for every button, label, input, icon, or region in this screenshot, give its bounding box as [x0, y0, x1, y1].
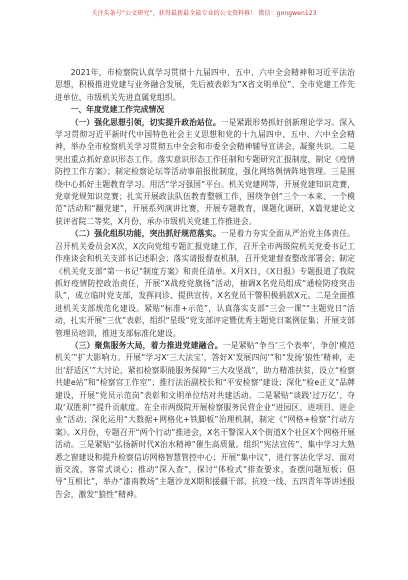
document-body: [55, 67, 355, 501]
paragraph-2: [55, 228, 355, 340]
intro-paragraph: 2021年，市检察院认真学习贯彻十九届四中、五中、六中全会精神和习近平法治思想，积极推进党建与业务融合发展，先后被表彰为“X省文明单位”、全市党建工作先进单位、市级机关先进直属党组织。: [55, 68, 355, 102]
paragraph-1-body: 一是紧跟形势抓好创新理论学习。深入学习贯彻习近平新时代中国特色社会主义思想和党的十九届四中、五中、六中全会精神，举办全市检察机关学习贯彻五中全会和市委全会精神辅导宣讲会，凝聚共识。二是突出重点抓好意识形态工作。落实意识形态工作任制和专题研究汇报制度，制定《疫情防控工作方案》；制定检察论坛等活动事前报批制度，强化网络舆情阵地管理。三是围绕中心抓好主题教育学习。用活“学习强国”平台。机关党建网等，开展党建知识竞赛，党章党规知识竞赛；扎实开展政法队伍教育整顿工作，围绕争创“三个一本来、一个模范”活动和“翻党建”，开展系列演讲比赛，开展专题教育，课题化调研，X篇党建论文获评省院二等奖，X月份，承办市级机关党建工作推进会。: [55, 117, 355, 226]
paragraph-2-lead: （二）强化组织功能，突出抓好规范落实。: [70, 229, 221, 239]
paragraph-3-body: 一是紧贴“争当‘三个表率’，争创‘模范机关’”扩大影响力。开展“学习X‘三大法宝’，答好X‘发展四问’”和“发扬‘狼性’精神，走出‘舒适区’”大讨论，紧扣检察职能服务保障“三大攻坚战”，助力精准扶贫，设立“检察共建e站”和“检察官工作室”；推行法治副校长和“平安检察”建设；深化“检e正义”品牌建设，开展“党员示范岗”表彰和文明单位结对共建活动。二是紧贴“谈践‘过万亿’、夺取‘双胜利’”提升贡献度。在全市两级院开展检察服务民营企业“进园区、进项目、进企业”活动；深化运用“大数据+网格化+铁脚板”治理机制，制定《“网格+检察”行动方案》。X月份，专题召开“两个行动”推进会，X名干警深入X个街道X个社区X个网格开展活动。三是紧贴“弘扬新时代X治水精神”催生高质量。组织“宪法宣传”、集中学习大熟悉之窗建设和提升检察信访网格智慧管控中心；开展“集中议”，进行客法化学习、面对面交流，客常式谈心；推动“深入查”，探讨“体检式”排查要求，查摆问题短板；倡导“互相比”，举办“漆南教场”主题沙龙X期和援疆干部、抗疫一线、五四青年等讲述报告会，激发“狼性”精神。: [55, 340, 355, 499]
section-1-heading: 一、年度党建工作完成情况: [70, 105, 165, 115]
paragraph-2-body: 一是着力夯实全面从严治党主体责任。召开机关委员会X次，X次向党组专题汇报党建工作，召开全市两级院机关党委书记工作座谈会和机关支部书记述职会；落实请报督查机制，召开党建督查整改部署会；制定《机关党支部“第一书记”制度方案》和责任清单。X月X日，《X日报》专题报道了我院抓好疫情防控政治责任，开展“X战疫党旗扬”活动，抽调X名党员组成“通检防疫突击队”，成立临时党支部，发挥问诊、提供宣传。X名党员干警积极捐款X元。二是全面推进机关支部规范化建设。紧贴“标准+示范”，认真落实支部“三会一课”“主题党日”活动，扎实开展“三优”表彰，组织“星级”党支部评定暨优秀主题党日案例征集；开展支部管理员培训，推进支部标准化建设。: [55, 229, 355, 338]
header-banner: 关注头条号“公文研究”，获得最新最全最专业的公文资料推！ 微信：gongwen123: [91, 10, 317, 17]
paragraph-1: [55, 117, 355, 229]
paragraph-3: [55, 340, 355, 501]
paragraph-1-lead: （一）强化思想引领，切实提升政治站位。: [70, 117, 221, 127]
paragraph-3-lead: （三）聚焦服务大局，着力推进党建融合。: [70, 340, 223, 350]
